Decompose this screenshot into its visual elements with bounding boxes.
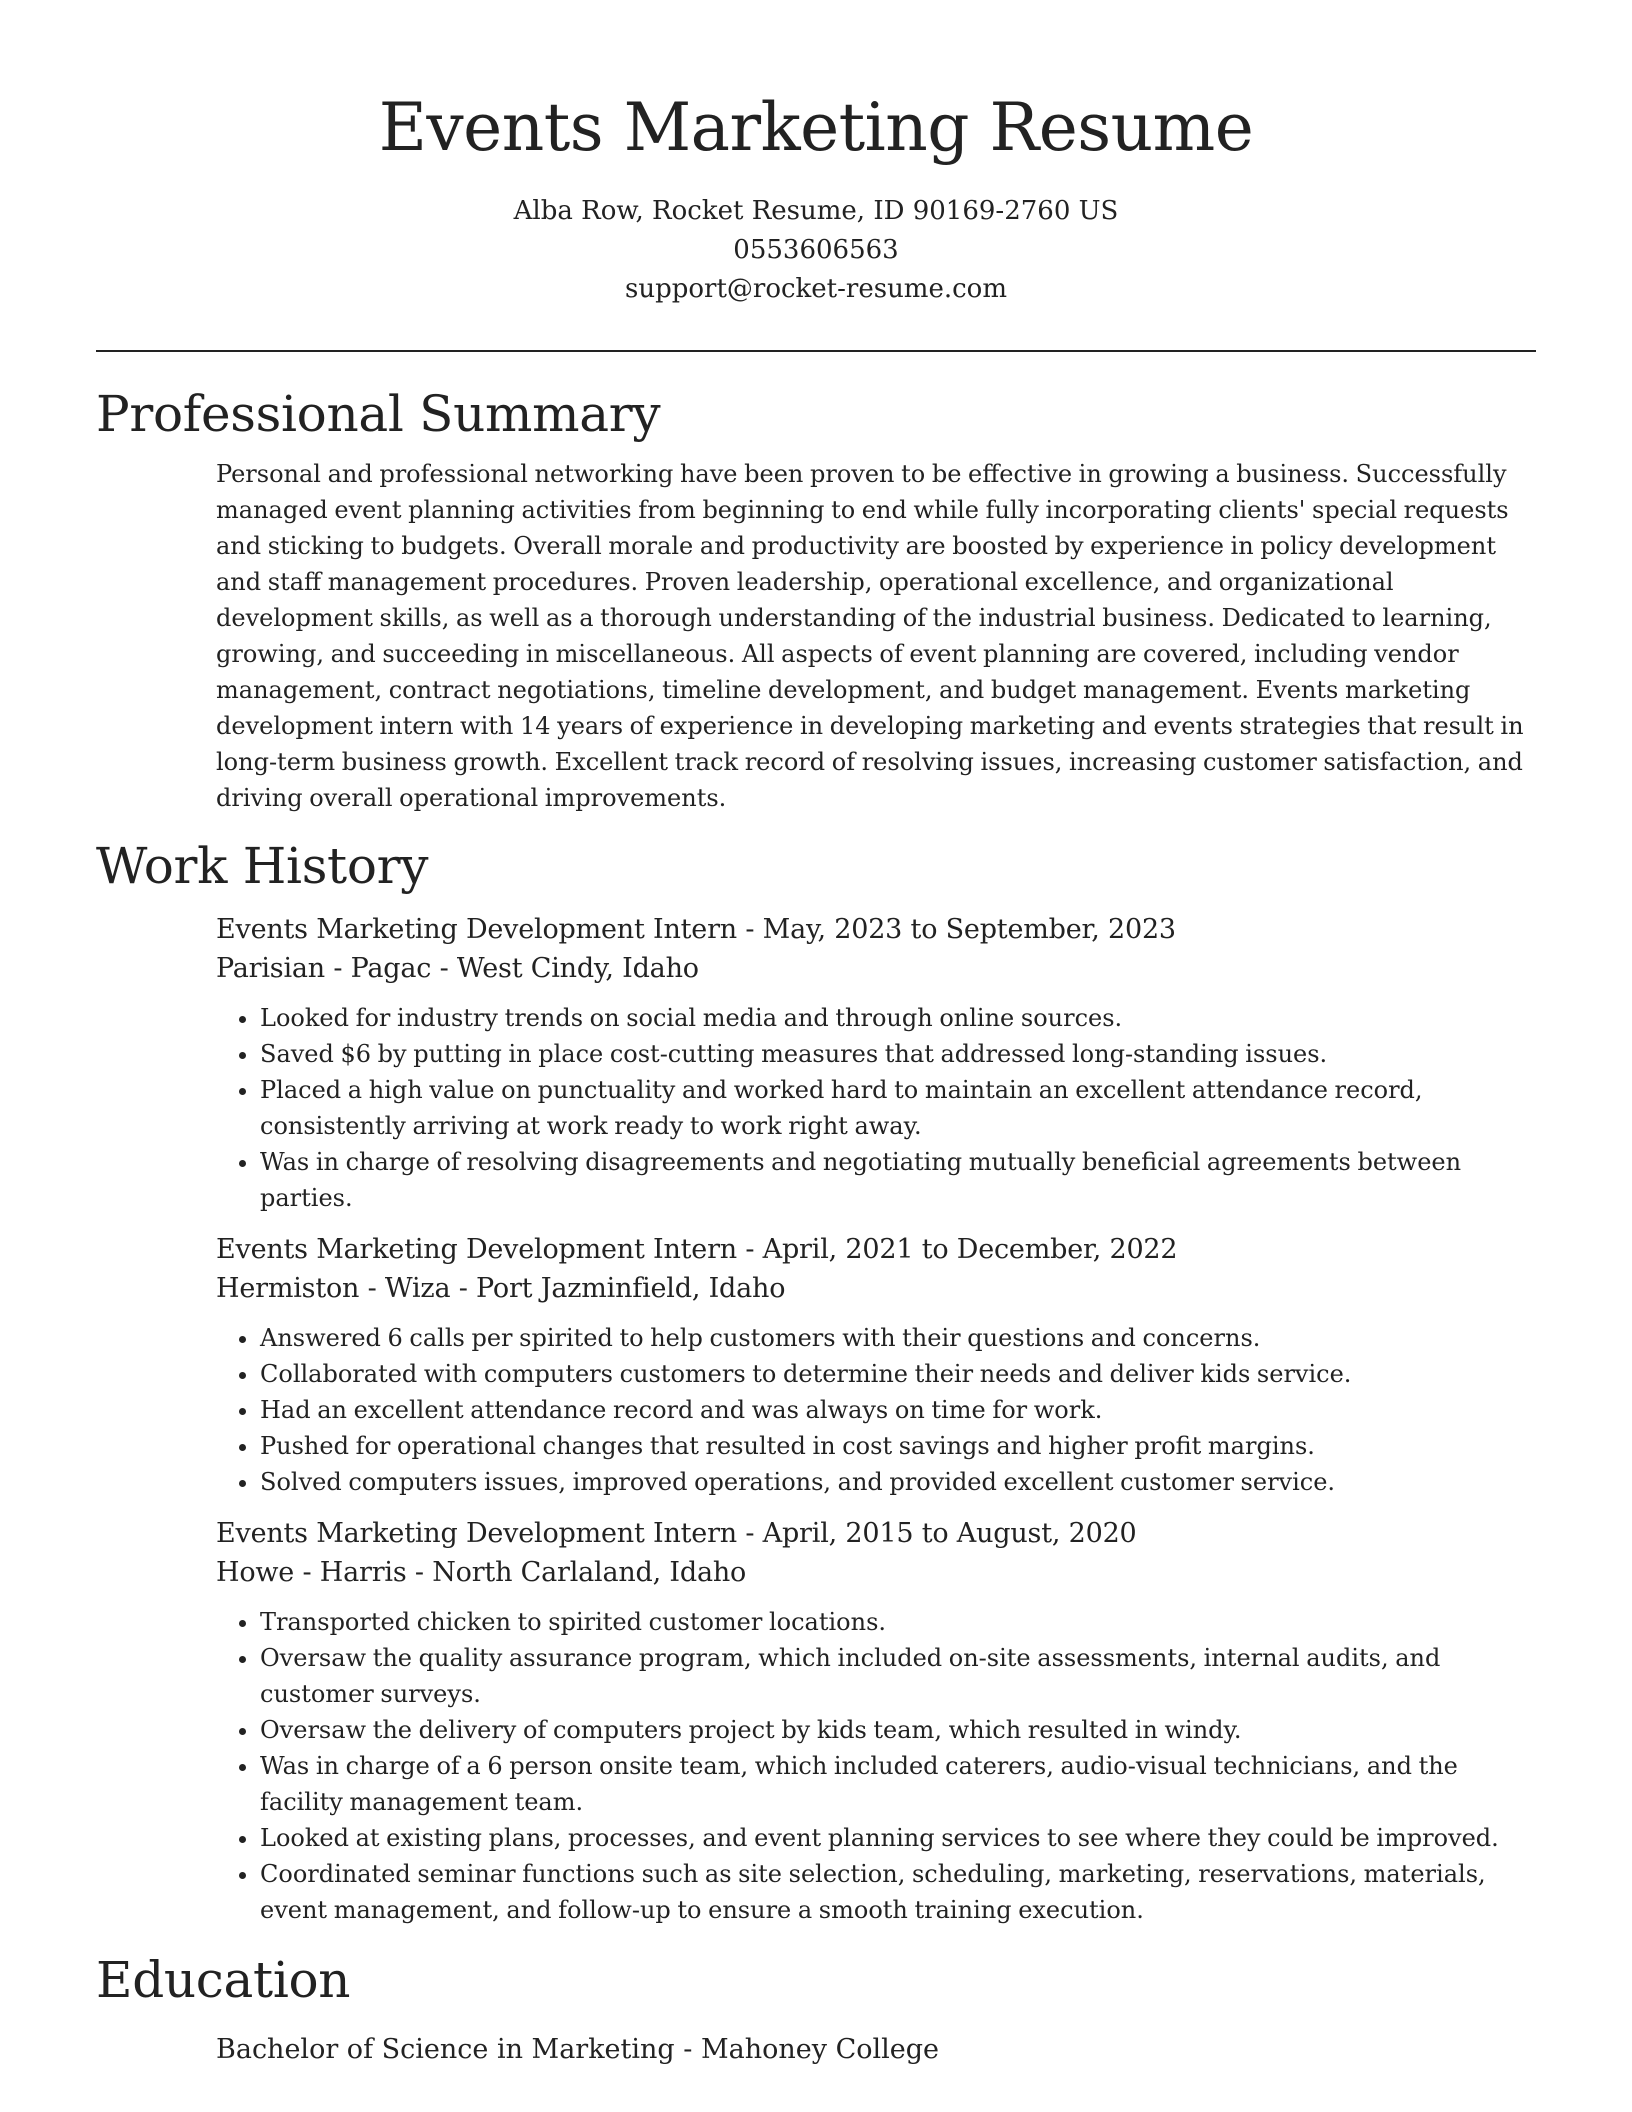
job-header	[216, 1514, 1536, 1553]
job-company-line	[216, 1269, 1536, 1308]
job-bullet: • Oversaw the quality assurance program, which included on-site assessments, internal audits, and customer surveys.	[260, 1640, 1536, 1712]
job-company-line	[216, 949, 1536, 988]
job-bullet: • Was in charge of resolving disagreements and negotiating mutually beneficial agreements between parties.	[260, 1144, 1536, 1216]
job-entry	[216, 910, 1536, 1216]
job-bullet: • Looked for industry trends on social media and through online sources.	[260, 1000, 1536, 1036]
job-dates: April, 2015 to August, 2020	[762, 1518, 1137, 1549]
job-company: Parisian - Pagac	[216, 953, 432, 984]
separator: -	[450, 1273, 477, 1304]
job-bullet-list	[216, 1604, 1536, 1928]
job-dates: April, 2021 to December, 2022	[762, 1234, 1178, 1265]
job-bullet: • Saved $6 by putting in place cost-cutting measures that addressed long-standing issues.	[260, 1036, 1536, 1072]
job-title: Events Marketing Development Intern	[216, 1234, 737, 1265]
job-entry	[216, 1230, 1536, 1500]
job-header	[216, 910, 1536, 949]
contact-email: support@rocket-resume.com	[624, 274, 1007, 304]
job-location: North Carlaland, Idaho	[432, 1557, 747, 1588]
work-history-heading: Work History	[96, 837, 429, 895]
job-company-line	[216, 1553, 1536, 1592]
job-bullet: • Transported chicken to spirited customer locations.	[260, 1604, 1536, 1640]
job-bullet-list	[216, 1320, 1536, 1500]
contact-phone: 0553606563	[733, 235, 899, 265]
contact-address: Alba Row, Rocket Resume, ID 90169-2760 US	[513, 196, 1119, 226]
job-title: Events Marketing Development Intern	[216, 1518, 737, 1549]
job-bullet: • Placed a high value on punctuality and worked hard to maintain an excellent attendance record, consistently arriving at work ready to work right away.	[260, 1072, 1536, 1144]
job-location: Port Jazminfield, Idaho	[476, 1273, 786, 1304]
header-divider	[96, 350, 1536, 352]
job-company: Howe - Harris	[216, 1557, 407, 1588]
separator: -	[431, 953, 457, 984]
separator: -	[406, 1557, 433, 1588]
resume-page	[96, 0, 1536, 2069]
job-title: Events Marketing Development Intern	[216, 914, 737, 945]
job-dates: May, 2023 to September, 2023	[762, 914, 1176, 945]
job-bullet: • Oversaw the delivery of computers project by kids team, which resulted in windy.	[260, 1712, 1536, 1748]
job-bullet: • Solved computers issues, improved operations, and provided excellent customer service.	[260, 1464, 1536, 1500]
education-entry: Bachelor of Science in Marketing - Mahoney College	[216, 2034, 940, 2065]
job-bullet: • Pushed for operational changes that resulted in cost savings and higher profit margins.	[260, 1428, 1536, 1464]
job-bullet: • Was in charge of a 6 person onsite team, which included caterers, audio-visual technicians, and the facility management team.	[260, 1748, 1536, 1820]
job-bullet: • Looked at existing plans, processes, and event planning services to see where they could be improved.	[260, 1820, 1536, 1856]
job-bullet: • Coordinated seminar functions such as site selection, scheduling, marketing, reservations, materials, event management, and follow-up to ensure a smooth training execution.	[260, 1856, 1536, 1928]
education-heading: Education	[96, 1951, 351, 2009]
job-company: Hermiston - Wiza	[216, 1273, 451, 1304]
summary-text: Personal and professional networking have been proven to be effective in growing a business. Successfully managed event planning activities from beginning to end while fully incorporating clients' special requests and sticking to budgets. Overall morale and productivity are boosted by experience in policy development and staff management procedures. Proven leadership, operational excellence, and organizational development skills, as well as a thorough understanding of the industrial business. Dedicated to learning, growing, and succeeding in miscellaneous. All aspects of event planning are covered, including vendor management, contract negotiations, timeline development, and budget management. Events marketing development intern with 14 years of experience in developing marketing and events strategies that result in long-term business growth. Excellent track record of resolving issues, increasing customer satisfaction, and driving overall operational improvements.	[216, 460, 1524, 812]
job-bullet-list	[216, 1000, 1536, 1216]
work-history-list	[96, 910, 1536, 1928]
separator: -	[736, 1518, 763, 1549]
job-location: West Cindy, Idaho	[456, 953, 699, 984]
separator: -	[736, 1234, 763, 1265]
job-bullet: • Answered 6 calls per spirited to help customers with their questions and concerns.	[260, 1320, 1536, 1356]
contact-block	[96, 192, 1536, 309]
job-entry	[216, 1514, 1536, 1928]
job-bullet: • Had an excellent attendance record and was always on time for work.	[260, 1392, 1536, 1428]
separator: -	[736, 914, 763, 945]
resume-title: Events Marketing Resume	[378, 89, 1254, 166]
job-bullet: • Collaborated with computers customers to determine their needs and deliver kids service.	[260, 1356, 1536, 1392]
summary-heading: Professional Summary	[96, 385, 661, 443]
job-header	[216, 1230, 1536, 1269]
